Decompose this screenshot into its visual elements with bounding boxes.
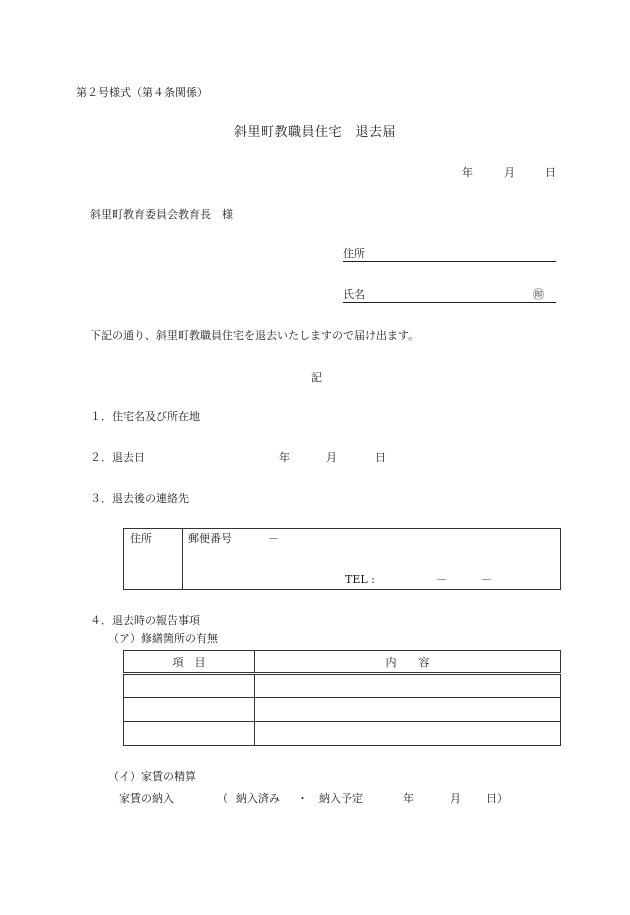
moveout-day: 日: [375, 451, 386, 464]
repair-content-cell[interactable]: [255, 722, 561, 746]
table-row: [124, 674, 561, 698]
rent-separator: ・: [297, 792, 308, 805]
item-2-label: ２．退去日: [90, 451, 145, 464]
rent-year: 年: [403, 792, 414, 805]
date-day: 日: [545, 166, 556, 179]
repair-content-cell[interactable]: [255, 674, 561, 698]
addressee: 斜里町教育委員会教育長 様: [90, 208, 233, 221]
postal-code-label: 郵便番号: [188, 532, 232, 545]
ki-heading: 記: [311, 371, 322, 384]
moveout-month: 月: [326, 451, 337, 464]
item-1-label: １．住宅名及び所在地: [90, 410, 200, 423]
moveout-year: 年: [279, 451, 290, 464]
table-row: [124, 698, 561, 722]
address-underline: [343, 261, 556, 262]
repair-header-row: [124, 651, 561, 674]
contact-address-label: 住所: [130, 532, 152, 545]
rent-heading: （イ）家賃の精算: [108, 770, 196, 783]
rent-paren-open: （: [217, 792, 228, 805]
postal-dash: －: [268, 532, 279, 545]
tel-dash-2: －: [481, 573, 492, 586]
document-title: 斜里町教職員住宅 退去届: [234, 125, 397, 140]
repair-col-item-header: 項 目: [124, 651, 255, 674]
date-month: 月: [504, 166, 515, 179]
rent-scheduled-option[interactable]: 納入予定: [319, 792, 363, 805]
repair-col-content-header: 内 容: [255, 651, 561, 674]
tel-dash-1: －: [436, 573, 447, 586]
form-number: 第２号様式（第４条関係）: [76, 86, 208, 99]
tel-label: TEL :: [345, 573, 375, 586]
name-underline: [343, 302, 556, 303]
address-label: 住所: [343, 247, 365, 260]
rent-day: 日）: [486, 792, 508, 805]
repair-table: [123, 650, 561, 746]
rent-month: 月: [450, 792, 461, 805]
rent-paid-option[interactable]: 納入済み: [236, 792, 280, 805]
repair-item-cell[interactable]: [124, 674, 255, 698]
rent-label: 家賃の納入: [119, 792, 174, 805]
item-3-label: ３．退去後の連絡先: [90, 492, 189, 505]
name-label: 氏名: [343, 288, 365, 301]
repair-item-cell[interactable]: [124, 722, 255, 746]
repair-item-cell[interactable]: [124, 698, 255, 722]
repair-heading: （ア）修繕箇所の有無: [108, 632, 218, 645]
table-row: [124, 722, 561, 746]
date-year: 年: [462, 166, 473, 179]
seal-mark: ㊞: [533, 288, 544, 301]
item-4-label: ４．退去時の報告事項: [90, 614, 200, 627]
intro-text: 下記の通り、斜里町教職員住宅を退去いたしますので届け出ます。: [90, 329, 420, 342]
repair-content-cell[interactable]: [255, 698, 561, 722]
